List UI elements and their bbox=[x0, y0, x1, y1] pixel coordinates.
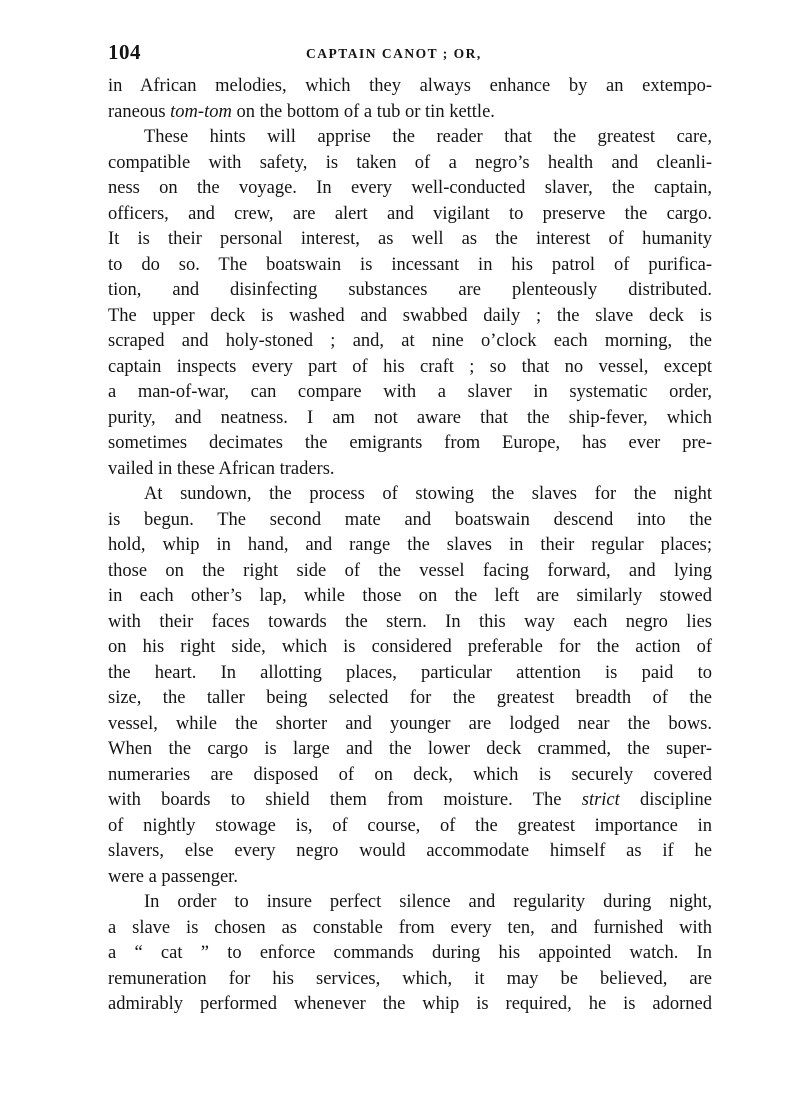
text-line: When the cargo is large and the lower deck crammed, the super- bbox=[108, 739, 712, 759]
running-title: CAPTAIN CANOT ; OR, bbox=[306, 46, 482, 61]
text-line: officers, and crew, are alert and vigilant to preserve the cargo. bbox=[108, 203, 712, 224]
text-line: the heart. In allotting places, particular attention is paid to bbox=[108, 662, 712, 683]
text-line: sometimes decimates the emigrants from Europe, has ever pre- bbox=[108, 433, 712, 453]
italic-term: strict bbox=[581, 790, 620, 810]
text-line: in African melodies, which they always enhance by an extempo- bbox=[108, 76, 712, 96]
text-line: In order to insure perfect silence and regularity during night, bbox=[144, 892, 712, 912]
text-line: It is their personal interest, as well as the interest of humanity bbox=[108, 229, 712, 249]
text-line: is begun. The second mate and boatswain descend into the bbox=[108, 509, 712, 530]
text-line: of nightly stowage is, of course, of the greatest importance in bbox=[108, 815, 712, 836]
text-line: raneous tom-tom on the bottom of a tub or tin kettle. bbox=[108, 101, 495, 122]
book-page bbox=[108, 40, 712, 1018]
text-line: scraped and holy-stoned ; and, at nine o’clock each morning, the bbox=[108, 331, 712, 351]
text-line: size, the taller being selected for the greatest breadth of the bbox=[108, 688, 712, 708]
text-line: tion, and disinfecting substances are plenteously distributed. bbox=[108, 280, 712, 300]
text-line: those on the right side of the vessel facing forward, and lying bbox=[108, 560, 712, 581]
text-line: captain inspects every part of his craft ; so that no vessel, except bbox=[108, 356, 712, 377]
text-line: a man-of-war, can compare with a slaver in systematic order, bbox=[108, 382, 712, 402]
page-number: 104 bbox=[108, 40, 141, 64]
text-line: a “ cat ” to enforce commands during his appointed watch. In bbox=[108, 943, 712, 963]
text-line: compatible with safety, is taken of a negro’s health and cleanli- bbox=[108, 152, 712, 173]
text-line: to do so. The boatswain is incessant in his patrol of purifica- bbox=[108, 254, 712, 275]
text-line: on his right side, which is considered preferable for the action of bbox=[108, 637, 712, 657]
text-line: with boards to shield them from moisture. The strict discipline bbox=[108, 790, 712, 810]
running-head bbox=[108, 40, 712, 74]
text-line: admirably performed whenever the whip is required, he is adorned bbox=[108, 994, 712, 1014]
text-line: with their faces towards the stern. In this way each negro lies bbox=[108, 611, 712, 632]
text-line: vessel, while the shorter and younger are lodged near the bows. bbox=[108, 713, 712, 734]
text-line: a slave is chosen as constable from every ten, and furnished with bbox=[108, 917, 712, 938]
text-line: slavers, else every negro would accommodate himself as if he bbox=[108, 841, 712, 861]
text-line: remuneration for his services, which, it may be believed, are bbox=[108, 968, 712, 989]
text-line: purity, and neatness. I am not aware that the ship-fever, which bbox=[108, 407, 712, 428]
text-line: numeraries are disposed of on deck, which is securely covered bbox=[108, 764, 712, 785]
italic-term: tom-tom bbox=[170, 101, 232, 122]
text-line: At sundown, the process of stowing the slaves for the night bbox=[144, 484, 712, 504]
text-line: These hints will apprise the reader that the greatest care, bbox=[144, 127, 712, 147]
text-line: vailed in these African traders. bbox=[108, 458, 335, 479]
text-line: ness on the voyage. In every well-conducted slaver, the captain, bbox=[108, 178, 712, 198]
text-line: were a passenger. bbox=[108, 866, 238, 887]
body-text bbox=[108, 74, 712, 1018]
text-line: in each other’s lap, while those on the left are similarly stowed bbox=[108, 586, 712, 606]
text-line: The upper deck is washed and swabbed daily ; the slave deck is bbox=[108, 305, 712, 326]
text-line: hold, whip in hand, and range the slaves in their regular places; bbox=[108, 535, 712, 555]
